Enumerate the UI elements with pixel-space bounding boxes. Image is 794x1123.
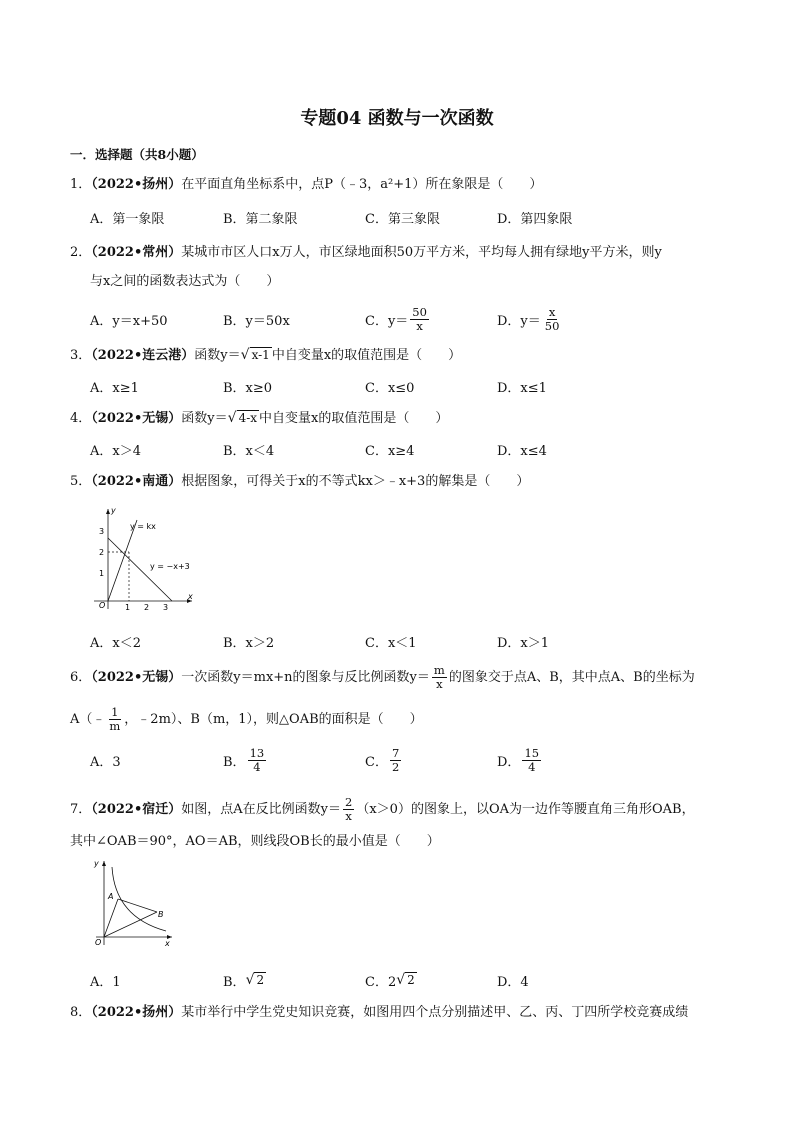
question-8: 8．（2022•扬州）某市举行中学生党史知识竞赛，如图用四个点分别描述甲、乙、丙、丁四所学校竞赛成绩 — [70, 1005, 689, 1020]
question-7-line-2: 其中∠OAB＝90°，AO＝AB，则线段OB长的最小值是（ ） — [70, 834, 440, 849]
sqrt-expression: √ x-1 — [240, 347, 270, 363]
option-a: A．1 — [90, 974, 121, 990]
origin-label: O — [99, 601, 106, 610]
x-tick-label: 1 — [125, 603, 131, 612]
option-d: D．x＞1 — [497, 635, 550, 651]
y-axis-arrow — [106, 509, 110, 514]
origin-label: O — [95, 938, 102, 947]
x-tick-label: 3 — [163, 603, 169, 612]
y-axis-arrow — [102, 861, 106, 866]
question-source: （2022•常州） — [91, 245, 182, 260]
x-tick-label: 2 — [144, 603, 150, 612]
y-tick-label: 2 — [99, 548, 105, 557]
question-6: 6．（2022•无锡）一次函数y＝mx+n的图象与反比例函数y＝ $\frac{m}{x}$ 的图象交于点A、B，其中点A、B的坐标为 — [70, 663, 695, 691]
y-tick-label: 3 — [99, 527, 105, 536]
question-4-options — [90, 437, 710, 461]
x-axis-label: x — [165, 939, 170, 948]
option-c: C．y＝ $\frac{50}{x}$ — [365, 304, 427, 333]
question-3-options — [90, 374, 710, 398]
question-5-graph — [88, 505, 196, 613]
option-d: D．x≤4 — [497, 443, 547, 459]
question-2-options — [90, 304, 710, 334]
option-a: A．x≥1 — [90, 380, 139, 396]
y-axis-label: y — [111, 506, 116, 515]
question-5: 5．（2022•南通）根据图象，可得关于x的不等式kx＞﹣x+3的解集是（ ） — [70, 474, 530, 489]
point-label-b: B — [158, 910, 164, 919]
line-kx — [108, 520, 137, 601]
option-a: A．x＞4 — [90, 443, 141, 459]
question-7-options — [90, 968, 710, 992]
option-a: A．第一象限 — [90, 211, 165, 227]
line-label: y = kx — [130, 522, 156, 531]
section-heading: 一．选择题（共8小题） — [70, 147, 204, 162]
sqrt-expression: √ 4-x — [227, 410, 258, 426]
question-3: 3．（2022•连云港）函数y＝√ x-1 中自变量x的取值范围是（ ） — [70, 345, 724, 366]
fraction: $\frac{2}{x}$ — [345, 795, 353, 823]
option-c: C．x≤0 — [365, 380, 415, 396]
option-b: B． $\frac{13}{4}$ — [223, 745, 265, 774]
option-b: B．x＞2 — [223, 635, 275, 651]
option-a: A．3 — [90, 754, 121, 770]
y-tick-label: 1 — [99, 569, 105, 578]
hyperbola-curve — [112, 867, 166, 931]
option-c: C． $\frac{7}{2}$ — [365, 745, 400, 774]
question-1-options — [90, 205, 710, 229]
question-number: 2． — [70, 245, 92, 260]
option-a: A．x＜2 — [90, 635, 141, 651]
option-d: D．x≤1 — [497, 380, 547, 396]
question-6-line-2: A（﹣ $\frac{1}{m}$ ，﹣2m）、B（m，1），则△OAB的面积是（ ） — [70, 705, 423, 733]
question-5-options — [90, 629, 710, 653]
option-d: D．4 — [497, 974, 529, 990]
question-1 — [70, 175, 724, 195]
option-c: C．x≥4 — [365, 443, 415, 459]
option-c: C．第三象限 — [365, 211, 440, 227]
option-d: D．第四象限 — [497, 211, 573, 227]
option-b: B．y＝50x — [223, 313, 290, 329]
option-d: D．y＝ $\frac{x}{50}$ — [497, 304, 560, 333]
option-b: B．x＜4 — [223, 443, 275, 459]
question-text: 在平面直角坐标系中，点P（﹣3，a²+1）所在象限是（ ） — [181, 177, 543, 192]
option-b: B． √ 2 — [223, 972, 265, 990]
y-axis-label: y — [94, 859, 99, 868]
question-number: 1． — [70, 177, 92, 192]
option-a: A．y＝x+50 — [90, 313, 168, 329]
segment-ab — [118, 899, 157, 912]
point-label-a: A — [108, 892, 114, 901]
fraction: $\frac{x}{50}$ — [544, 304, 560, 333]
option-b: B．第二象限 — [223, 211, 298, 227]
question-2-line-2: 与x之间的函数表达式为（ ） — [90, 274, 280, 289]
option-c: C．x＜1 — [365, 635, 417, 651]
x-axis-label: x — [188, 592, 193, 601]
option-c: C．2 √ 2 — [365, 972, 415, 990]
question-7: 7．（2022•宿迁）如图，点A在反比例函数y＝ $\frac{2}{x}$ （x＞0）的图象上，以OA为一边作等腰直角三角形OAB， — [70, 795, 695, 823]
question-7-graph — [88, 857, 178, 949]
fraction: $\frac{1}{m}$ — [109, 705, 121, 733]
option-d: D． $\frac{15}{4}$ — [497, 745, 540, 774]
question-4: 4．（2022•无锡）函数y＝√ 4-x 中自变量x的取值范围是（ ） — [70, 408, 724, 429]
fraction: $\frac{m}{x}$ — [433, 663, 445, 691]
fraction: $\frac{50}{x}$ — [412, 304, 427, 333]
question-source: （2022•扬州） — [91, 177, 182, 192]
question-2 — [70, 243, 724, 263]
option-b: B．x≥0 — [223, 380, 273, 396]
page-title: 专题04 函数与一次函数 — [300, 108, 494, 129]
question-6-options — [90, 744, 710, 776]
question-text: 某城市市区人口x万人，市区绿地面积50万平方米，平均每人拥有绿地y平方米，则y — [181, 245, 662, 260]
line-label: y = −x+3 — [150, 562, 190, 571]
